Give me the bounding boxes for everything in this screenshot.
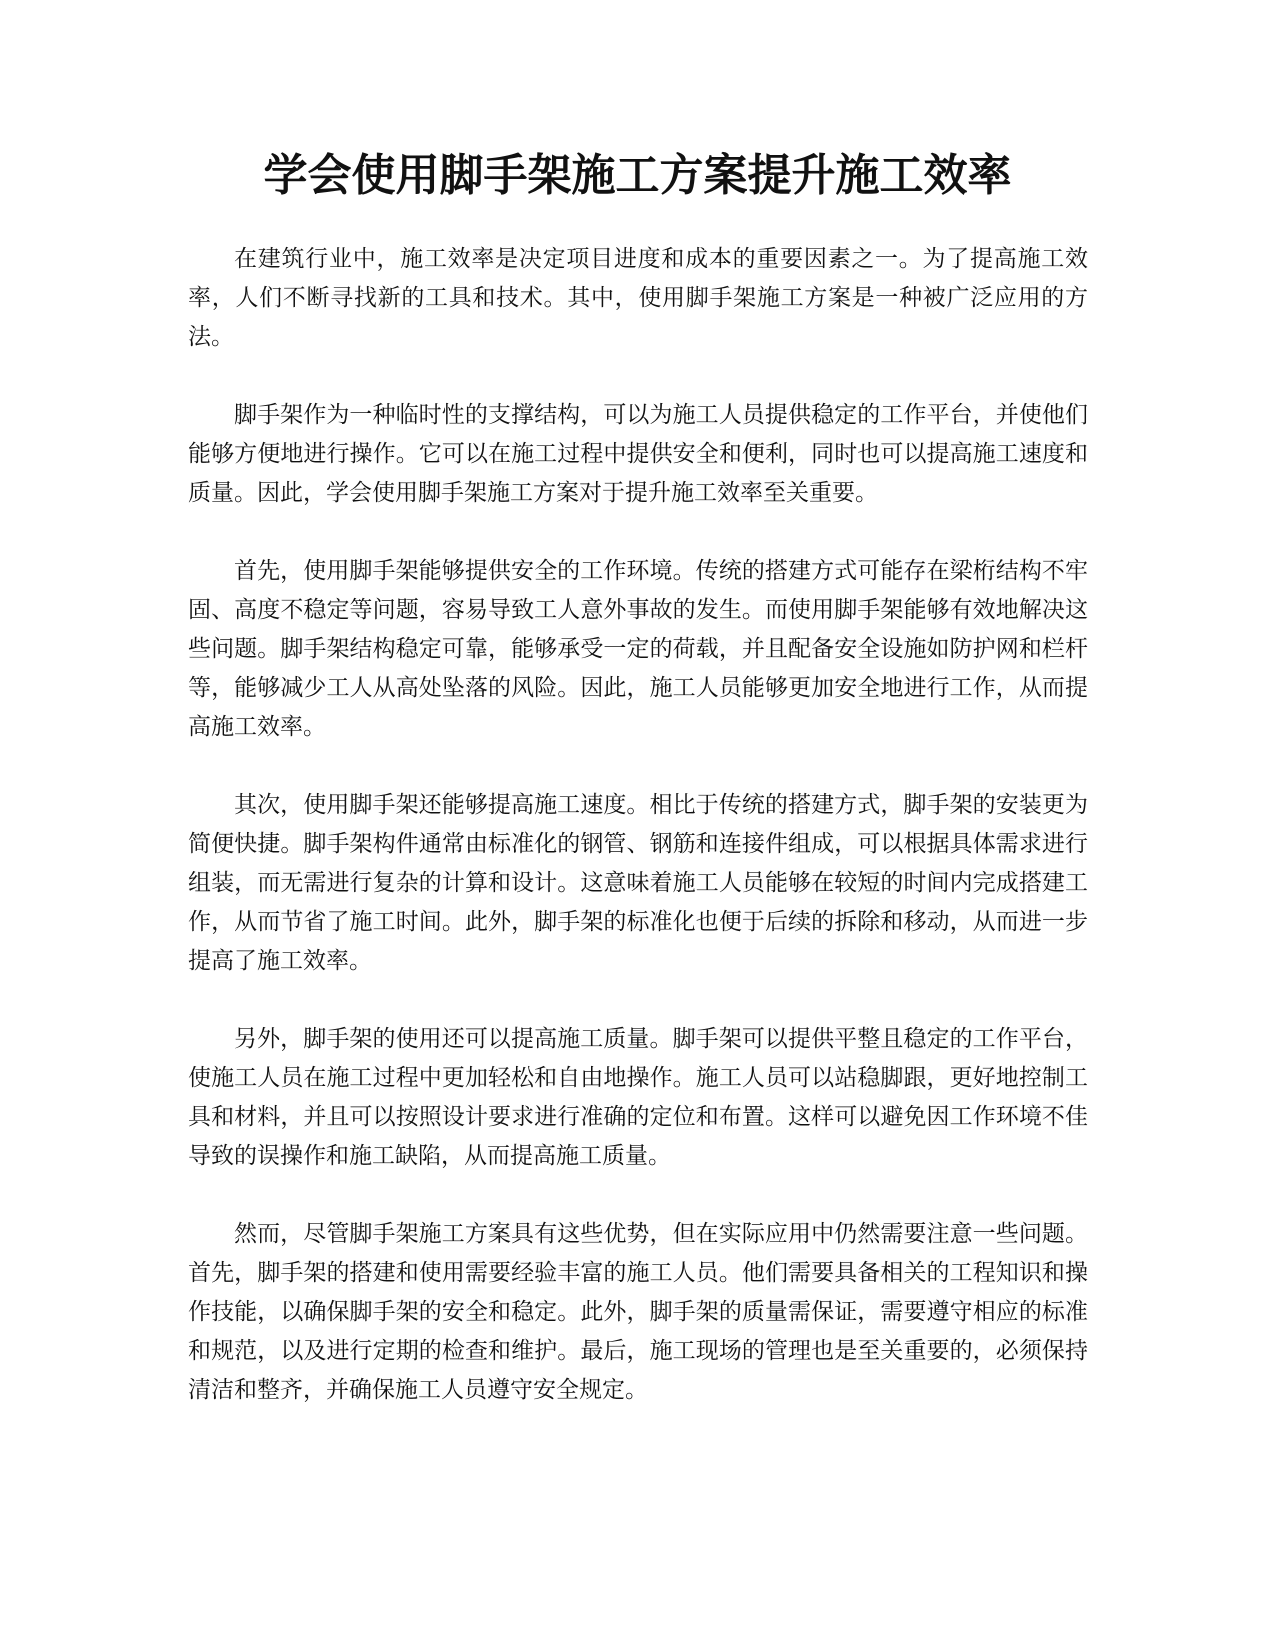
document-title: 学会使用脚手架施工方案提升施工效率 xyxy=(263,150,1012,201)
paragraph-quality: 另外，脚手架的使用还可以提高施工质量。脚手架可以提供平整且稳定的工作平台，使施工人员在施工过程中更加轻松和自由地操作。施工人员可以站稳脚跟，更好地控制工具和材料，并且可以按照设计要求进行准确的定位和布置。这样可以避免因工作环境不佳导致的误操作和施工缺陷，从而提高施工质量。 xyxy=(188,1026,1088,1169)
paragraph-scaffold-definition: 脚手架作为一种临时性的支撑结构，可以为施工人员提供稳定的工作平台，并使他们能够方便地进行操作。它可以在施工过程中提供安全和便利，同时也可以提高施工速度和质量。因此，学会使用脚手架施工方案对于提升施工效率至关重要。 xyxy=(188,402,1088,506)
paragraph-intro: 在建筑行业中，施工效率是决定项目进度和成本的重要因素之一。为了提高施工效率，人们不断寻找新的工具和技术。其中，使用脚手架施工方案是一种被广泛应用的方法。 xyxy=(188,246,1088,350)
paragraph-speed: 其次，使用脚手架还能够提高施工速度。相比于传统的搭建方式，脚手架的安装更为简便快捷。脚手架构件通常由标准化的钢管、钢筋和连接件组成，可以根据具体需求进行组装，而无需进行复杂的计算和设计。这意味着施工人员能够在较短的时间内完成搭建工作，从而节省了施工时间。此外，脚手架的标准化也便于后续的拆除和移动，从而进一步提高了施工效率。 xyxy=(188,792,1088,974)
document-body xyxy=(188,240,1088,1449)
paragraph-safety: 首先，使用脚手架能够提供安全的工作环境。传统的搭建方式可能存在梁桁结构不牢固、高度不稳定等问题，容易导致工人意外事故的发生。而使用脚手架能够有效地解决这些问题。脚手架结构稳定可靠，能够承受一定的荷载，并且配备安全设施如防护网和栏杆等，能够减少工人从高处坠落的风险。因此，施工人员能够更加安全地进行工作，从而提高施工效率。 xyxy=(188,558,1088,740)
paragraph-precautions: 然而，尽管脚手架施工方案具有这些优势，但在实际应用中仍然需要注意一些问题。首先，脚手架的搭建和使用需要经验丰富的施工人员。他们需要具备相关的工程知识和操作技能，以确保脚手架的安全和稳定。此外，脚手架的质量需保证，需要遵守相应的标准和规范，以及进行定期的检查和维护。最后，施工现场的管理也是至关重要的，必须保持清洁和整齐，并确保施工人员遵守安全规定。 xyxy=(188,1221,1088,1403)
